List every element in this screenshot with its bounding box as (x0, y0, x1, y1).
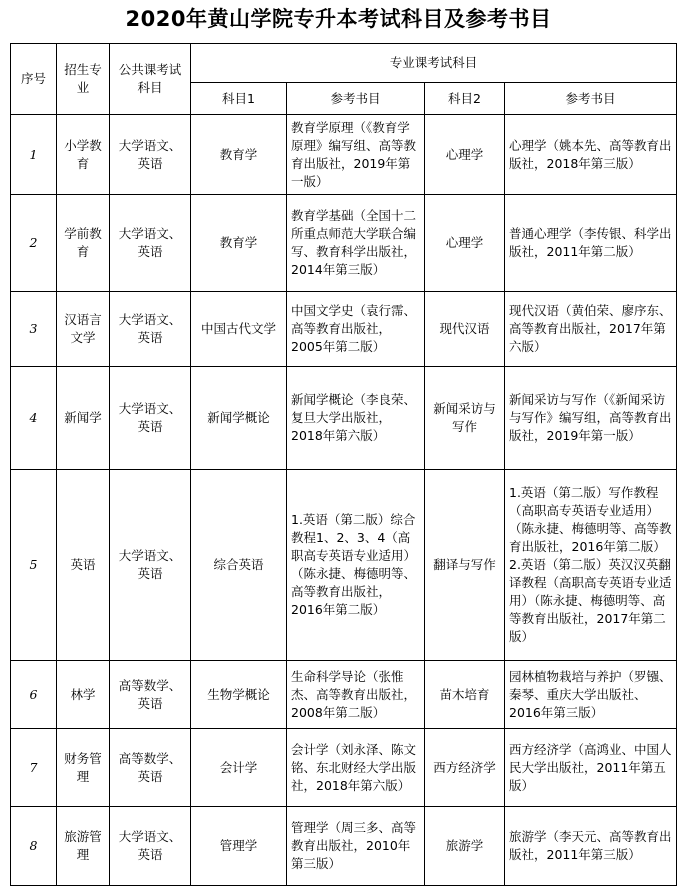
table-row (11, 470, 677, 661)
row-major: 财务管理 (57, 729, 110, 807)
row-subject1: 新闻学概论 (191, 367, 287, 470)
row-subject2: 翻译与写作 (425, 470, 505, 661)
row-book2: 心理学（姚本先、高等教育出版社，2018年第三版） (505, 115, 677, 195)
row-seq: 4 (11, 367, 57, 470)
row-public-subject: 高等数学、英语 (110, 661, 191, 729)
table-row (11, 661, 677, 729)
row-book2: 西方经济学（高鸿业、中国人民大学出版社，2011年第五版） (505, 729, 677, 807)
row-major: 林学 (57, 661, 110, 729)
row-seq: 2 (11, 195, 57, 292)
row-public-subject: 大学语文、英语 (110, 195, 191, 292)
row-book1: 会计学（刘永泽、陈文铭、东北财经大学出版社，2018年第六版） (287, 729, 425, 807)
row-subject1: 教育学 (191, 115, 287, 195)
row-major: 学前教育 (57, 195, 110, 292)
row-subject2: 西方经济学 (425, 729, 505, 807)
row-subject1: 综合英语 (191, 470, 287, 661)
row-book1: 1.英语（第二版）综合教程1、2、3、4（高职高专英语专业适用）（陈永捷、梅德明等、高等教育出版社，2016年第二版） (287, 470, 425, 661)
exam-subjects-table (10, 43, 677, 886)
row-public-subject: 大学语文、英语 (110, 292, 191, 367)
row-subject1: 管理学 (191, 807, 287, 886)
table-row (11, 292, 677, 367)
header-books2: 参考书目 (505, 83, 677, 115)
row-subject1: 会计学 (191, 729, 287, 807)
header-row-1 (11, 44, 677, 83)
header-subject2: 科目2 (425, 83, 505, 115)
row-public-subject: 大学语文、英语 (110, 367, 191, 470)
row-book1: 生命科学导论（张惟杰、高等教育出版社，2008年第二版） (287, 661, 425, 729)
row-book2: 新闻采访与写作（《新闻采访与写作》编写组，高等教育出版社，2019年第一版） (505, 367, 677, 470)
row-seq: 5 (11, 470, 57, 661)
row-book1: 教育学原理（《教育学原理》编写组、高等教育出版社，2019年第一版） (287, 115, 425, 195)
row-book2-item-1: 1.英语（第二版）写作教程（高职高专英语专业适用）（陈永捷、梅德明等、高等教育出版社，2016年第二版） (509, 485, 672, 554)
row-subject1: 生物学概论 (191, 661, 287, 729)
row-book2-item-2: 2.英语（第二版）英汉汉英翻译教程（高职高专英语专业适用）（陈永捷、梅德明等、高等教育出版社，2017年第二版） (509, 557, 672, 644)
row-seq: 7 (11, 729, 57, 807)
table-row (11, 729, 677, 807)
row-subject1: 教育学 (191, 195, 287, 292)
row-subject2: 新闻采访与写作 (425, 367, 505, 470)
row-major: 汉语言文学 (57, 292, 110, 367)
table-row (11, 195, 677, 292)
row-book2: 园林植物栽培与养护（罗镪、秦琴、重庆大学出版社、2016年第三版） (505, 661, 677, 729)
row-subject2: 现代汉语 (425, 292, 505, 367)
row-subject2: 心理学 (425, 115, 505, 195)
header-public-subject: 公共课考试科目 (110, 44, 191, 115)
row-subject2: 苗木培育 (425, 661, 505, 729)
table-row (11, 367, 677, 470)
row-seq: 1 (11, 115, 57, 195)
row-seq: 6 (11, 661, 57, 729)
row-public-subject: 高等数学、英语 (110, 729, 191, 807)
row-major: 新闻学 (57, 367, 110, 470)
row-book2: 现代汉语（黄伯荣、廖序东、高等教育出版社，2017年第六版） (505, 292, 677, 367)
header-subject1: 科目1 (191, 83, 287, 115)
row-seq: 3 (11, 292, 57, 367)
row-book1: 新闻学概论（李良荣、复旦大学出版社，2018年第六版） (287, 367, 425, 470)
table-row (11, 807, 677, 886)
row-public-subject: 大学语文、英语 (110, 807, 191, 886)
row-major: 小学教育 (57, 115, 110, 195)
row-book1: 中国文学史（袁行霈、高等教育出版社，2005年第二版） (287, 292, 425, 367)
row-subject1: 中国古代文学 (191, 292, 287, 367)
header-major: 招生专业 (57, 44, 110, 115)
header-books1: 参考书目 (287, 83, 425, 115)
header-professional-subjects: 专业课考试科目 (191, 44, 677, 83)
row-book2-group (505, 470, 677, 661)
row-major: 英语 (57, 470, 110, 661)
document-title: 2020年黄山学院专升本考试科目及参考书目 (125, 7, 552, 31)
row-public-subject: 大学语文、英语 (110, 115, 191, 195)
row-subject2: 旅游学 (425, 807, 505, 886)
row-book1: 管理学（周三多、高等教育出版社，2010年第三版） (287, 807, 425, 886)
row-book2: 旅游学（李天元、高等教育出版社，2011年第三版） (505, 807, 677, 886)
row-book1: 教育学基础（全国十二所重点师范大学联合编写、教育科学出版社，2014年第三版） (287, 195, 425, 292)
table-row (11, 115, 677, 195)
row-book2: 普通心理学（李传银、科学出版社，2011年第二版） (505, 195, 677, 292)
row-public-subject: 大学语文、英语 (110, 470, 191, 661)
row-seq: 8 (11, 807, 57, 886)
row-major: 旅游管理 (57, 807, 110, 886)
header-seq: 序号 (11, 44, 57, 115)
row-subject2: 心理学 (425, 195, 505, 292)
